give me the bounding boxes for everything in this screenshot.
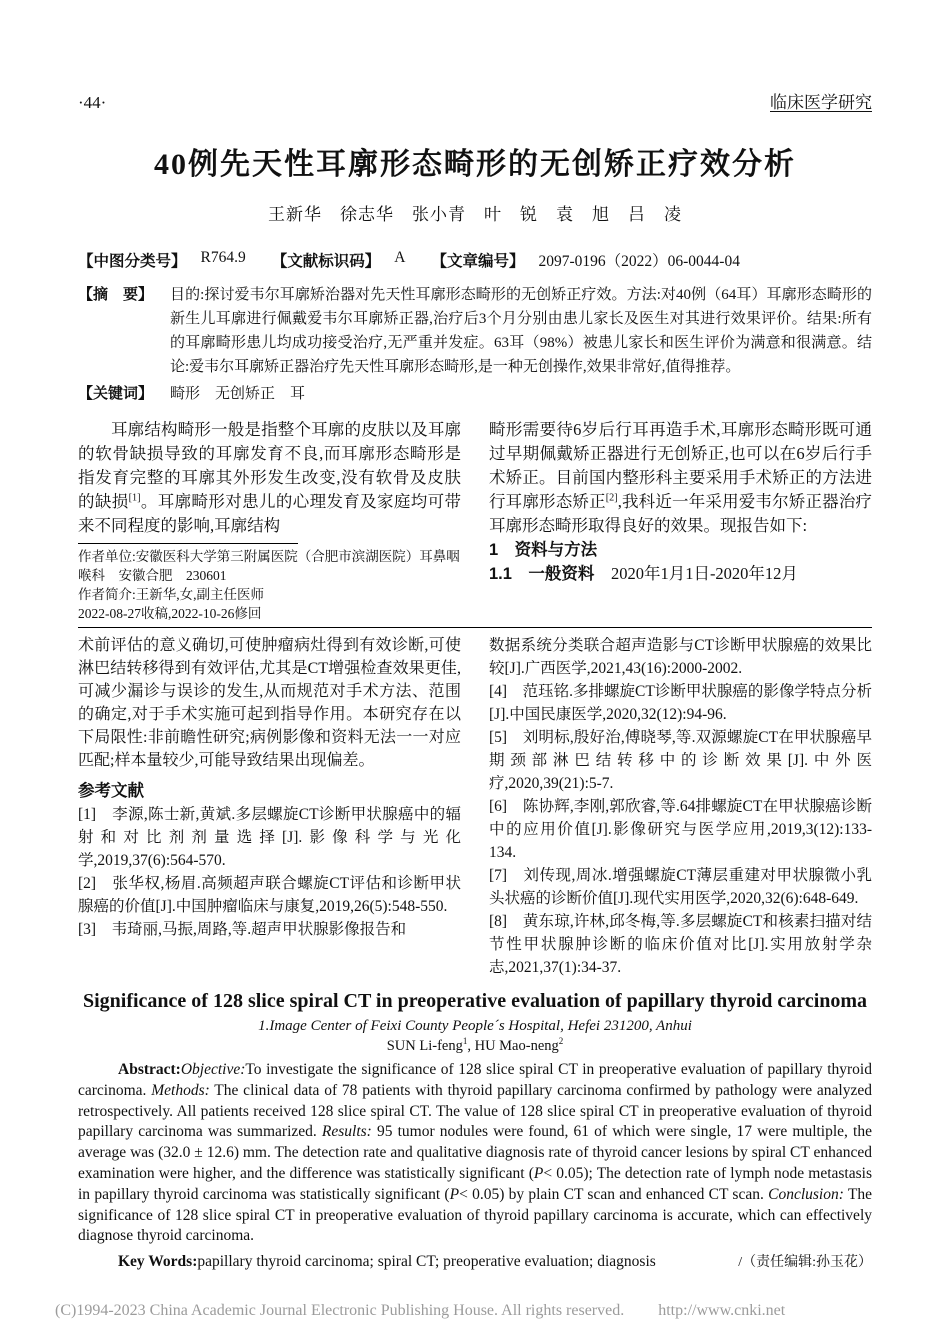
columns-top bbox=[78, 418, 872, 623]
english-authors: SUN Li-feng$^1$, HU Mao-neng$^2$ bbox=[386, 1036, 564, 1054]
keywords-text: 畸形 无创矫正 耳 bbox=[170, 386, 306, 402]
english-abstract-text: Abstract:Objective:To investigate the significance of 128 slice spiral CT in preoperative evaluation of papillary thyroid carcinoma. Methods: The clinical data of 78 patients with thyroid papillary carcinoma confirmed by pathology were analyzed retrospectively. All patients received 128 slice spiral CT. The value of 128 slice spiral CT in preoperative evaluation of thyroid papillary carcinoma was summarized. Results: 95 tumor nodules were found, 61 of which were single, 17 were multiple, the average was (32.0 ± 12.6) mm. The detection rate and qualitative diagnosis rate of thyroid cancer lesions by spiral CT enhanced examination were higher, and the difference was statistically significant (P< 0.05); The detection rate of lymph node metastasis in papillary thyroid carcinoma was statistically significant (P< 0.05) by plain CT scan and enhanced CT scan. Conclusion: The significance of 128 slice spiral CT in preoperative evaluation of thyroid papillary carcinoma is accurate, which can effectively diagnose thyroid carcinoma. bbox=[78, 1061, 872, 1245]
section-1-heading: 1 资料与方法 bbox=[489, 541, 598, 559]
journal-name: 临床医学研究 bbox=[770, 93, 872, 112]
reference-item-7: [7] 刘传现,周冰.增强螺旋CT薄层重建对甲状腺微小乳头状癌的诊断价值[J].现代实用医学,2020,32(6):648-649. bbox=[489, 867, 872, 907]
clc-label: 【中图分类号】 bbox=[78, 253, 187, 270]
english-keywords-text: papillary thyroid carcinoma; spiral CT; preoperative evaluation; diagnosis bbox=[197, 1253, 656, 1271]
doc-code-value: A bbox=[394, 249, 406, 266]
reference-item-8: [8] 黄东琼,许林,邱冬梅,等.多层螺旋CT和核素扫描对结节性甲状腺肿诊断的临床价值对比[J].实用放射学杂志,2021,37(1):34-37. bbox=[489, 913, 872, 976]
column-right-bottom bbox=[489, 634, 872, 979]
doc-code-label: 【文献标识码】 bbox=[271, 253, 381, 270]
meta-row bbox=[78, 249, 872, 271]
reference-item-3: [3] 韦琦丽,马振,周路,等.超声甲状腺影像报告和 bbox=[78, 921, 407, 938]
footnote-dates: 2022-08-27收稿,2022-10-26修回 bbox=[78, 606, 262, 621]
reference-item-4: [4] 范珏铭.多排螺旋CT诊断甲状腺癌的影像学特点分析[J].中国民康医学,2020,32(12):94-96. bbox=[489, 683, 872, 723]
keywords-label: 【关键词】 bbox=[78, 385, 154, 402]
reference-item-1: [1] 李源,陈士新,黄斌.多层螺旋CT诊断甲状腺癌中的辐射和对比剂剂量选择[J].影像科学与光化学,2019,37(6):564-570. bbox=[78, 806, 461, 869]
column-left-bottom bbox=[78, 634, 461, 979]
english-affiliation: 1.Image Center of Feixi County People´s Hospital, Hefei 231200, Anhui bbox=[258, 1018, 692, 1034]
english-keywords-label: Key Words: bbox=[118, 1253, 198, 1271]
column-left-top bbox=[78, 418, 461, 623]
intro-paragraph-right: 畸形需要待6岁后行耳再造手术,耳廓形态畸形既可通过早期佩戴矫正器进行无创矫正,也可以在6岁后行手术矫正。目前国内整形科主要采用手术矫正的方法进行耳廓形态矫正[2],我科近一年采用爱韦尔矫正器治疗耳廓形态畸形取得良好的效果。现报告如下: bbox=[489, 420, 873, 535]
english-abstract-block bbox=[78, 989, 872, 1271]
footer-copyright: (C)1994-2023 China Academic Journal Electronic Publishing House. All rights reserved. bbox=[55, 1302, 625, 1319]
footer-url: http://www.cnki.net bbox=[658, 1302, 786, 1319]
clc-value: R764.9 bbox=[200, 249, 246, 266]
intro-paragraph-left: 耳廓结构畸形一般是指整个耳廓的皮肤以及耳廓的软骨缺损导致的耳廓发育不良,而耳廓形态畸形是指发育完整的耳廓其外形发生改变,没有软骨及皮肤的缺损[1]。耳廓畸形对患儿的心理发育及家庭均可带来不同程度的影响,耳廓结构 bbox=[78, 420, 462, 535]
section-1-1-heading: 1.1 一般资料 bbox=[489, 565, 595, 583]
article-id-value: 2097-0196（2022）06-0044-04 bbox=[538, 253, 740, 270]
references-heading: 参考文献 bbox=[78, 782, 144, 800]
keywords-row bbox=[78, 382, 872, 406]
reference-item-6: [6] 陈协辉,李刚,郭欣睿,等.64排螺旋CT在甲状腺癌诊断中的应用价值[J].影像研究与医学应用,2019,3(12):133-134. bbox=[489, 798, 872, 861]
footnote-author-bio: 作者简介:王新华,女,副主任医师 bbox=[78, 587, 265, 602]
reference-item-5: [5] 刘明标,殷好治,傅晓琴,等.双源螺旋CT在甲状腺癌早期颈部淋巴结转移中的诊断效果[J].中外医疗,2020,39(21):5-7. bbox=[489, 729, 872, 792]
abstract-row bbox=[78, 283, 872, 379]
english-keywords bbox=[78, 1253, 656, 1271]
footnote-affiliation: 作者单位:安徽医科大学第三附属医院（合肥市滨湖医院）耳鼻咽喉科 安徽合肥 230601 bbox=[78, 549, 460, 583]
footnote-divider bbox=[78, 543, 298, 544]
english-title: Significance of 128 slice spiral CT in preoperative evaluation of papillary thyroid carcinoma bbox=[82, 990, 868, 1012]
article-id-label: 【文章编号】 bbox=[431, 253, 525, 270]
abstract-label: 【摘 要】 bbox=[78, 286, 154, 303]
reference-item-3-continued: 数据系统分类联合超声造影与CT诊断甲状腺癌的效果比较[J].广西医学,2021,43(16):2000-2002. bbox=[489, 637, 872, 677]
english-keywords-line bbox=[78, 1251, 872, 1271]
editor-note: /（责任编辑:孙玉花） bbox=[738, 1255, 872, 1271]
discussion-paragraph: 术前评估的意义确切,可使肿瘤病灶得到有效诊断,可使淋巴结转移得到有效评估,尤其是CT增强检查效果更佳,可减少漏诊与误诊的发生,从而规范对手术方法、范围的确定,对于手术实施可起到指导作用。本研究存在以下局限性:非前瞻性研究;病例影像和资料无法一一对应匹配;样本量较少,可能导致结果出现偏差。 bbox=[78, 637, 461, 769]
cnki-footer bbox=[55, 1302, 785, 1320]
page-header bbox=[78, 88, 872, 113]
section-1-1-text: 2020年1月1日-2020年12月 bbox=[594, 564, 798, 583]
section-1-1-line bbox=[489, 562, 872, 586]
footnote-block bbox=[78, 547, 461, 623]
column-right-top bbox=[489, 418, 872, 623]
reference-item-2: [2] 张华权,杨眉.高频超声联合螺旋CT评估和诊断甲状腺癌的价值[J].中国肿瘤临床与康复,2019,26(5):548-550. bbox=[78, 875, 461, 915]
page-number: ·44· bbox=[78, 93, 107, 112]
article-title: 40例先天性耳廓形态畸形的无创矫正疗效分析 bbox=[154, 148, 796, 181]
page-section-divider bbox=[78, 627, 872, 628]
columns-bottom bbox=[78, 634, 872, 979]
abstract-text: 目的:探讨爱韦尔耳廓矫治器对先天性耳廓形态畸形的无创矫正疗效。方法:对40例（64耳）耳廓形态畸形的新生儿耳廓进行佩戴爱韦尔耳廓矫正器,治疗后3个月分别由患儿家长及医生对其进行效果评价。结果:所有的耳廓畸形患儿均成功接受治疗,无严重并发症。63耳（98%）被患儿家长和医生评价为满意和很满意。结论:爱韦尔耳廓矫正器治疗先天性耳廓形态畸形,是一种无创操作,效果非常好,值得推荐。 bbox=[170, 287, 872, 375]
authors-line: 王新华 徐志华 张小青 叶 锐 袁 旭 吕 凌 bbox=[268, 205, 682, 224]
